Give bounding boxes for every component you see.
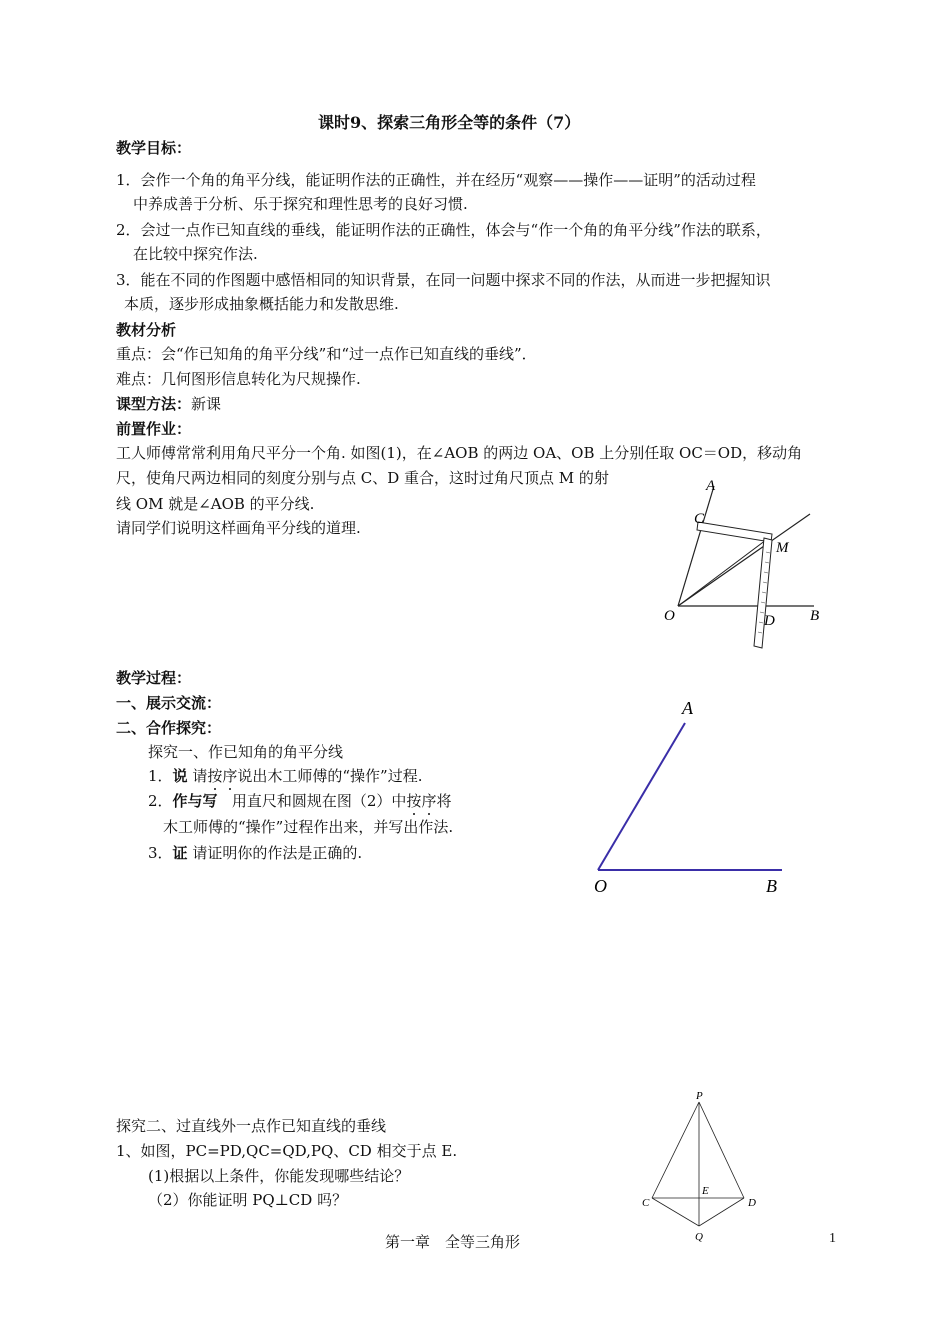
difficulty-point: 难点：几何图形信息转化为尺规操作. — [116, 370, 361, 388]
explore-1-step-3 — [148, 843, 362, 863]
lesson-type-value: 新课 — [191, 395, 222, 413]
label-o: O — [664, 608, 675, 624]
step-3-number: 3． — [148, 844, 173, 862]
segment-cq — [652, 1198, 699, 1226]
part-2-heading: 二、合作探究： — [116, 719, 222, 737]
explore-1-title: 探究一、作已知角的角平分线 — [148, 743, 344, 761]
square-arm-horizontal — [697, 522, 772, 542]
square-arm-vertical — [754, 538, 772, 648]
goals-heading: 教学目标： — [116, 139, 192, 157]
lesson-type — [116, 394, 221, 414]
label-a: A — [706, 478, 716, 494]
label-a-2: A — [682, 698, 693, 718]
prework-line-1: 工人师傅常常利用角尺平分一个角. 如图(1)，在∠AOB 的两边 OA、OB 上分别任取 OC＝OD，移动角 — [116, 444, 803, 462]
figure-angle-aob — [590, 690, 800, 900]
goal-2-line-2: 在比较中探究作法. — [133, 245, 258, 263]
step-1-dotted-1: 按 — [207, 767, 223, 785]
label-b: B — [810, 608, 820, 624]
segment-om — [678, 540, 766, 606]
step-1-dotted-2: 序 — [222, 767, 238, 785]
label-b-2: B — [766, 876, 777, 896]
prework-heading: 前置作业： — [116, 420, 192, 438]
explore-2-question: 1、如图，PC=PD,QC=QD,PQ、CD 相交于点 E. — [116, 1142, 458, 1160]
segment-dq — [699, 1198, 744, 1226]
figure-kite — [636, 1086, 776, 1246]
prework-line-3: 线 OM 就是∠AOB 的平分线. — [116, 495, 315, 513]
process-heading: 教学过程： — [116, 669, 192, 687]
ray-oa-blue — [598, 723, 685, 870]
page-title: 课时9、探索三角形全等的条件（7） — [318, 113, 581, 132]
step-1-label: 说 — [172, 767, 188, 785]
label-o-2: O — [594, 876, 607, 896]
figure-angle-square — [650, 470, 830, 660]
step-2-label: 作与写 — [172, 792, 218, 810]
part-1-heading: 一、展示交流： — [116, 694, 222, 712]
step-2-number: 2． — [148, 792, 173, 810]
key-point: 重点：会“作已知角的角平分线”和“过一点作已知直线的垂线”． — [116, 345, 537, 363]
explore-1-step-1 — [148, 766, 423, 786]
explore-2-title: 探究二、过直线外一点作已知直线的垂线 — [116, 1117, 387, 1135]
step-3-label: 证 — [172, 844, 188, 862]
prework-line-4: 请同学们说明这样画角平分线的道理. — [116, 519, 361, 537]
step-1-pre: 请 — [192, 767, 208, 785]
explore-2-question-a: (1)根据以上条件，你能发现哪些结论？ — [148, 1167, 410, 1185]
ray-oa — [678, 486, 714, 606]
explore-2-question-b: （2）你能证明 PQ⊥CD 吗？ — [148, 1191, 348, 1209]
goal-2-line-1: 2．会过一点作已知直线的垂线，能证明作法的正确性，体会与“作一个角的角平分线”作法的联系， — [116, 221, 771, 239]
goal-1-line-2: 中养成善于分析、乐于探究和理性思考的良好习惯. — [133, 195, 468, 213]
prework-line-2: 尺，使角尺两边相同的刻度分别与点 C、D 重合，这时过角尺顶点 M 的射 — [116, 469, 609, 487]
label-c-3: C — [642, 1197, 650, 1209]
goal-3-line-2: 本质，逐步形成抽象概括能力和发散思维. — [124, 295, 399, 313]
label-p: P — [696, 1090, 703, 1102]
page-number: 1 — [829, 1231, 836, 1246]
label-q: Q — [695, 1231, 703, 1243]
goal-3-line-1: 3．能在不同的作图题中感悟相同的知识背景，在同一问题中探求不同的作法，从而进一步把握知识 — [116, 271, 771, 289]
goal-1-line-1: 1．会作一个角的角平分线，能证明作法的正确性，并在经历“观察——操作——证明”的活动过程 — [116, 171, 756, 189]
label-d: D — [764, 613, 775, 629]
explore-1-step-2-line-2: 木工师傅的“操作”过程作出来，并写出作法. — [163, 818, 454, 836]
footer-chapter: 第一章 全等三角形 — [385, 1233, 521, 1251]
label-c: C — [694, 511, 705, 527]
label-d-3: D — [748, 1197, 756, 1209]
step-2-dotted-1: 按 — [406, 792, 422, 810]
step-2-pre: 用直尺和圆规在图（2）中 — [231, 792, 407, 810]
label-e: E — [702, 1185, 709, 1197]
step-1-number: 1． — [148, 767, 173, 785]
step-2-post: 将 — [436, 792, 452, 810]
analysis-heading: 教材分析 — [116, 321, 177, 339]
label-m: M — [776, 540, 789, 556]
segment-pc — [652, 1102, 699, 1198]
step-2-dotted-2: 序 — [421, 792, 437, 810]
segment-pd — [699, 1102, 744, 1198]
lesson-type-label: 课型方法： — [116, 395, 192, 413]
step-3-text: 请证明你的作法是正确的. — [192, 844, 363, 862]
explore-1-step-2 — [148, 791, 451, 811]
step-1-post: 说出木工师傅的“操作”过程. — [237, 767, 423, 785]
